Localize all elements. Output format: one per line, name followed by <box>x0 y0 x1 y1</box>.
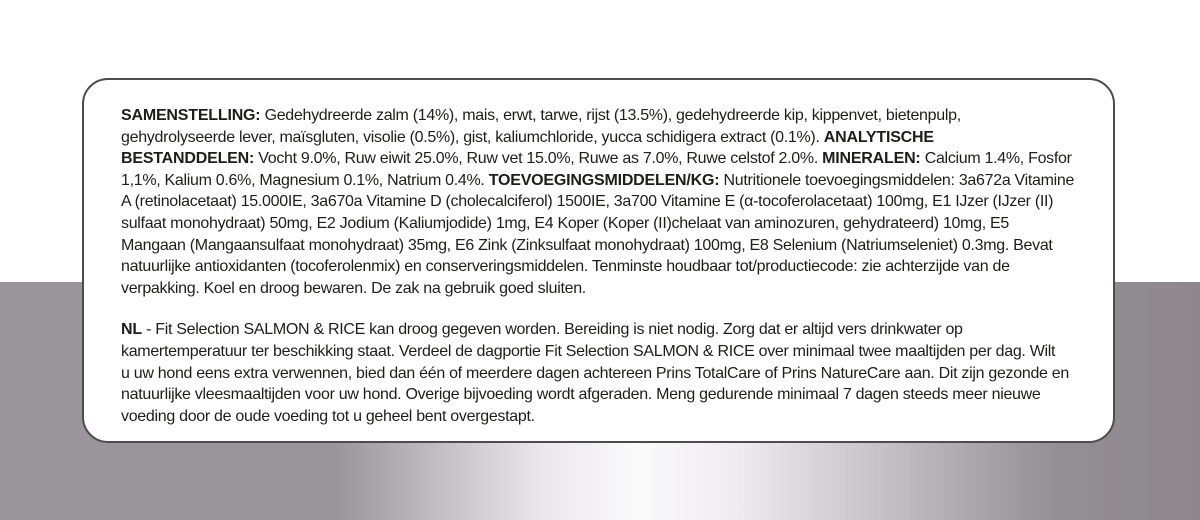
label-card <box>82 78 1115 443</box>
feeding-instructions-paragraph: NL - Fit Selection SALMON & RICE kan droog gegeven worden. Bereiding is niet nodig. Zorg dat er altijd vers drinkwater op kamertemperatuur ter beschikking staat. Verdeel de dagportie Fit Selection SALMON & RICE over minimaal twee maaltijden per dag. Wilt u uw hond eens extra verwennen, bied dan één of meerdere dagen achtereen Prins TotalCare of Prins NatureCare aan. Dit zijn gezonde en natuurlijke vleesmaaltijden voor uw hond. Overige bijvoeding wordt afgeraden. Meng gedurende minimaal 7 dagen steeds meer nieuwe voeding door de oude voeding tot u geheel bent overgestapt. <box>121 321 1069 425</box>
label-text-block <box>121 105 1121 427</box>
composition-paragraph: SAMENSTELLING: Gedehydreerde zalm (14%), mais, erwt, tarwe, rijst (13.5%), gedehydreerde kip, kippenvet, bietenpulp, gehydrolyseerde lever, maïsgluten, visolie (0.5%), gist, kaliumchloride, yucca schidigera extract (0.1%). ANALYTISCHE BESTANDDELEN: Vocht 9.0%, Ruw eiwit 25.0%, Ruw vet 15.0%, Ruwe as 7.0%, Ruwe celstof 2.0%. MINERALEN: Calcium 1.4%, Fosfor 1,1%, Kalium 0.6%, Magnesium 0.1%, Natrium 0.4%. TOEVOEGINGSMIDDELEN/KG: Nutritionele toevoegingsmiddelen: 3a672a Vitamine A (retinolacetaat) 15.000IE, 3a670a Vitamine D (cholecalciferol) 1500IE, 3a700 Vitamine E (α-tocoferolacetaat) 100mg, E1 IJzer (IJzer (II) sulfaat monohydraat) 50mg, E2 Jodium (Kaliumjodide) 1mg, E4 Koper (Koper (II)chelaat van aminozuren, gehydrateerd) 10mg, E5 Mangaan (Mangaansulfaat monohydraat) 35mg, E6 Zink (Zinksulfaat monohydraat) 100mg, E8 Selenium (Natriumseleniet) 0.3mg. Bevat natuurlijke antioxidanten (tocoferolenmix) en conserveringsmiddelen. Tenminste houdbaar tot/productiecode: zie achterzijde van de verpakking. Koel en droog bewaren. De zak na gebruik goed sluiten. <box>121 107 1075 297</box>
